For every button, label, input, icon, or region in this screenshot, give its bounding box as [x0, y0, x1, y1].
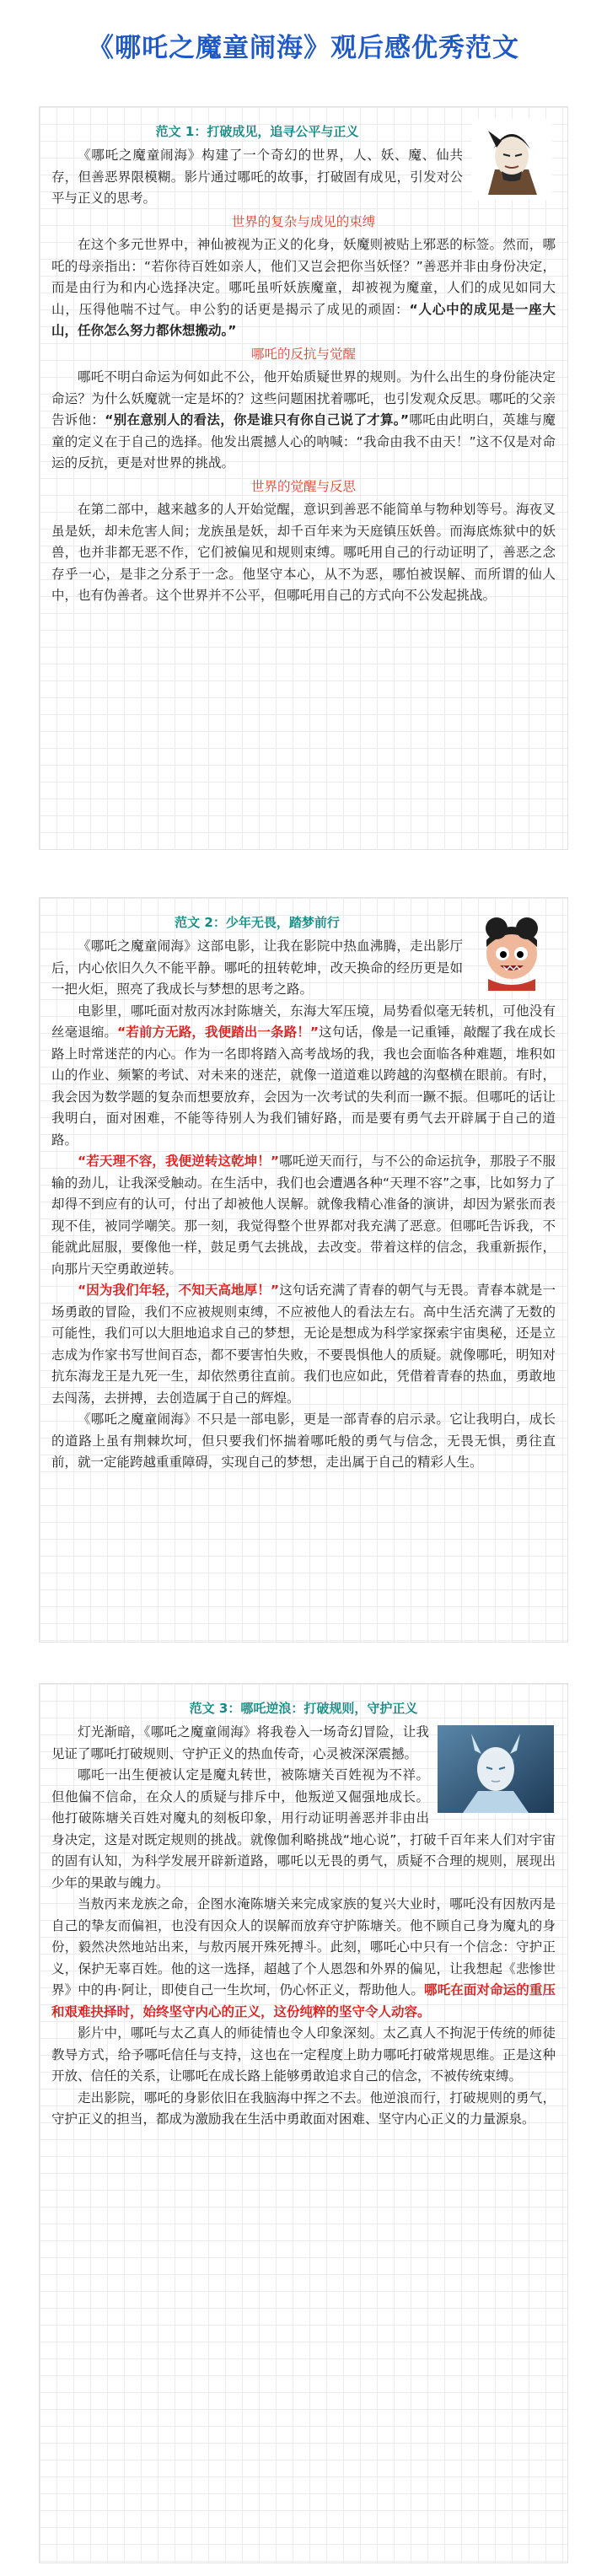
title-bar [34, 19, 573, 71]
essay-card-1 [39, 106, 568, 850]
essay-1-paragraph-2-text: 在这个多元世界中，神仙被视为正义的化身，妖魔则被贴上邪恶的标签。然而，哪吒的母亲指出：“若你待百姓如亲人，他们又岂会把你当妖怪？”善恶并非由身份决定，而是由行为和内心选择决定。哪吒虽听妖族魔童，却被视为魔童，人们的成见如同大山，压得他喘不过气。申公豹的话更是揭示了成见的顽固： [51, 237, 556, 317]
essay-card-3 [39, 1683, 568, 2563]
essay-3-paragraph-5: 走出影院，哪吒的身影依旧在我脑海中挥之不去。他逆浪而行，打破规则的勇气，守护正义的担当，都成为激励我在生活中勇敢面对困难、坚守内心正义的力量源泉。 [51, 2089, 556, 2127]
essay-3-heading: 范文 3：哪吒逆浪：打破规则，守护正义 [189, 1701, 418, 1716]
essay-2-quote-1: “若前方无路，我便踏出一条路！” [117, 1024, 320, 1040]
shen-gongbao-avatar-icon [471, 119, 552, 200]
essay-2-paragraph-4-text: 这句话充满了青春的朝气与无畏。青春本就是一场勇敢的冒险，我们不应被规则束缚，不应被他人的看法左右。高中生活充满了无数的可能性，我们可以大胆地追求自己的梦想，无论是想成为科学家探索宇宙奥秘，还是立志成为作家书写世间百态，都不要害怕失败，不要畏惧他人的质疑。就像哪吒，明知对抗东海龙王是九死一生，却依然勇往直前。我们也应如此，凭借着青春的热血，勇敢地去闯荡，去拼搏，去创造属于自己的辉煌。 [51, 1283, 556, 1406]
essay-2-heading: 范文 2：少年无畏，踏梦前行 [175, 915, 340, 930]
essay-1-paragraph-4: 在第二部中，越来越多的人开始觉醒，意识到善恶不能简单与物种划等号。海夜叉虽是妖，却未危害人间；龙族虽是妖，却千百年来为天庭镇压妖兽。而海底炼狱中的妖兽，也并非都无恶不作，它们被偏见和规则束缚。哪吒用自己的行动证明了，善恶之念存乎一心，是非之分系于一念。他坚守本心，从不为恶，哪怕被误解、而所谓的仙人中，也有伪善者。这个世界并不公平，但哪吒用自己的方式向不公发起挑战。 [51, 502, 556, 603]
essay-2-paragraph-5: 《哪吒之魔童闹海》不只是一部电影，更是一部青春的启示录。它让我明白，成长的道路上虽有荆棘坎坷，但只要我们怀揣着哪吒般的勇气与信念，无畏无惧，勇往直前，就一定能跨越重重障碍，实现自己的梦想，走出属于自己的精彩人生。 [51, 1412, 556, 1470]
essay-3-paragraph-1: 灯光渐暗，《哪吒之魔童闹海》将我卷入一场奇幻冒险，让我见证了哪吒打破规则、守护正义的热血传奇，心灵被深深震撼。 [51, 1724, 429, 1761]
essay-3-paragraph-3 [51, 1894, 556, 2023]
aobing-avatar-icon [438, 1725, 554, 1813]
essay-1-subheading-3: 世界的觉醒与反思 [250, 478, 356, 494]
essay-3-paragraph-3-text: 当敖丙来龙族之命，企图水淹陈塘关来完成家族的复兴大业时，哪吒没有因敖丙是自己的挚友而偏袒，也没有因众人的误解而放弃守护陈塘关。他不顾自己身为魔丸的身份，毅然决然地站出来，与敖丙展开殊死搏斗。此刻，哪吒心中只有一个信念：守护正义，保护无辜百姓。他的这一选择，超越了个人恩怨和外界的偏见，让我想起《悲惨世界》中的冉·阿让，即使自己一生坎坷，仍心怀正义，帮助他人。 [51, 1896, 556, 1998]
essay-1-paragraph-3-text: 哪吒不明白命运为何如此不公，他开始质疑世界的规则。为什么出生的身份能决定命运？为什么妖魔就一定是坏的？这些问题困扰着哪吒，也引发观众反思。哪吒的父亲告诉他： [51, 369, 556, 428]
essay-2-quote-3: “因为我们年轻，不知天高地厚！” [78, 1283, 280, 1298]
essay-2-paragraph-2 [51, 1001, 556, 1152]
essay-2-paragraph-3 [51, 1151, 556, 1280]
essay-1-heading: 范文 1：打破成见，追寻公平与正义 [155, 124, 359, 139]
essay-2-quote-2: “若天理不容，我便逆转这乾坤！” [78, 1154, 280, 1169]
essay-1-paragraph-3-text-2: 哪吒由此明白，英雄与魔童的定义在于自己的选择。他发出震撼人心的呐喊：“我命由我不由天！”这不仅是对命运的反抗，更是对世界的挑战。 [51, 412, 556, 471]
essay-1-quote-2: “别在意别人的看法，你是谁只有你自己说了才算。” [105, 412, 410, 428]
essay-2-paragraph-2-text-2: 这句话，像是一记重锤，敲醒了我在成长路上时常迷茫的内心。作为一名即将踏入高考战场的我，我也会面临各种难题，堆积如山的作业、频繁的考试、对未来的迷茫，就像一道道难以跨越的沟壑横在眼前。有时，我会因为数学题的复杂而想要放弃，会因为一次考试的失利而一蹶不振。但哪吒的话让我明白，面对困难，不能等待别人为我们铺好路，而是要有勇气去开辟属于自己的道路。 [51, 1024, 556, 1148]
page-title: 《哪吒之魔童闹海》观后感优秀范文 [88, 32, 519, 63]
essay-2-paragraph-4 [51, 1280, 556, 1409]
essay-2-paragraph-3-text: 哪吒逆天而行，与不公的命运抗争，那股子不服输的劲儿，让我深受触动。在生活中，我们也会遭遇各种“天理不容”之事，比如努力了却得不到应有的认可，付出了却被他人误解。就像我精心准备的演讲，却因为紧张而表现不佳，被同学嘲笑。那一刻，我觉得整个世界都对我充满了恶意。但哪吒告诉我，不能就此屈服，要像他一样，鼓足勇气去挑战，去改变。带着这样的信念，我重新振作，向那片天空勇敢逆转。 [51, 1154, 556, 1277]
essay-3-paragraph-4: 影片中，哪吒与太乙真人的师徒情也令人印象深刻。太乙真人不拘泥于传统的师徒教导方式，给予哪吒信任与支持，这也在一定程度上助力哪吒打破常规思维。正是这种开放、信任的关系，让哪吒在成长路上能够勇敢追求自己的信念，不被传统束缚。 [51, 2025, 556, 2084]
essay-1-paragraph-3 [51, 367, 556, 475]
essay-3-paragraph-2: 哪吒一出生便被认定是魔丸转世，被陈塘关百姓视为不祥。但他偏不信命，在众人的质疑与排斥中，他叛逆又倔强地成长。他打破陈塘关百姓对魔丸的刻板印象，用行动证明善恶并非由出身决定，这是对既定规则的挑战。就像伽利略挑战“地心说”，打破千百年来人们对宇宙的固有认知，为科学发展开辟新道路，哪吒以无畏的勇气，质疑不合理的规则，展现出少年的果敢与魄力。 [51, 1767, 556, 1890]
essay-1-paragraph-1: 《哪吒之魔童闹海》构建了一个奇幻的世界，人、妖、魔、仙共存，但善恶界限模糊。影片通过哪吒的故事，打破固有成见，引发对公平与正义的思考。 [51, 148, 463, 206]
essay-2-paragraph-1: 《哪吒之魔童闹海》这部电影，让我在影院中热血沸腾，走出影厅后，内心依旧久久不能平静。哪吒的扭转乾坤，改天换命的经历更是如一把火炬，照亮了我成长与梦想的思考之路。 [51, 938, 463, 997]
essay-1-quote-1: “人心中的成见是一座大山，任你怎么努力都休想搬动。” [51, 301, 556, 338]
essay-2-paragraph-2-text: 电影里，哪吒面对敖丙冰封陈塘关，东海大军压境，局势看似毫无转机，可他没有丝毫退缩。 [51, 1003, 556, 1040]
nezha-avatar-icon [471, 910, 552, 991]
essay-1-subheading-2: 哪吒的反抗与觉醒 [250, 346, 356, 362]
essay-1-subheading-1: 世界的复杂与成见的束缚 [231, 213, 376, 229]
essay-1-paragraph-2 [51, 234, 556, 342]
essay-card-2 [39, 897, 568, 1643]
essay-3-highlight: 哪吒在面对命运的重压和艰难抉择时，始终坚守内心的正义，这份纯粹的坚守令人动容。 [51, 1982, 556, 2019]
